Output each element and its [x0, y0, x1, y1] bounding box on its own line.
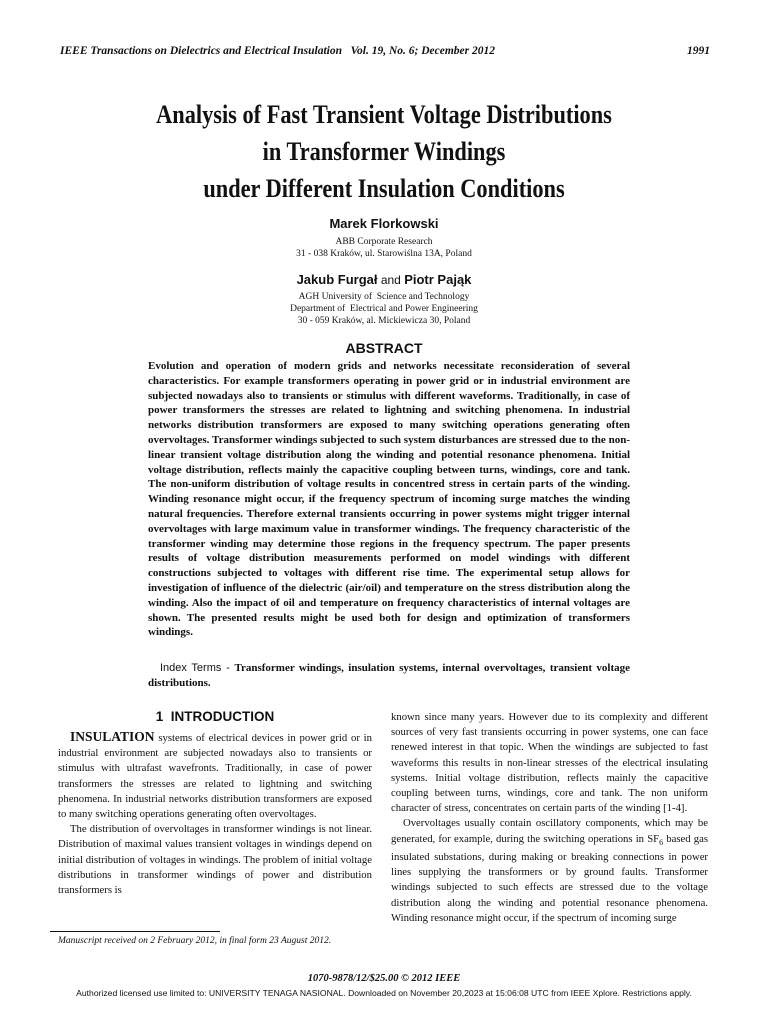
left-column: [58, 709, 372, 898]
body-paragraph: known since many years. However due to its complexity and different sources of very fast transients occurring in power systems, one can face renewed interest in that topic. When the windings are subjected to fast waveforms this results in non-linear stresses of the electrical insulating systems. Initial voltage distribution, reflects mainly the capacitive coupling between turns, windings, core and tank. The non uniform character of stress, concentrates on certain parts of the winding [1-4].: [391, 711, 708, 815]
paper-title: [54, 96, 714, 207]
affiliation-line: AGH University of Science and Technology: [298, 292, 470, 302]
affiliation-line: ABB Corporate Research: [335, 237, 433, 247]
footnote-divider: [50, 931, 220, 932]
affiliation-line: 30 - 059 Kraków, al. Mickiewicza 30, Poland: [297, 316, 471, 326]
affiliation-line: Department of Electrical and Power Engineering: [290, 304, 478, 314]
footnote: Manuscript received on 2 February 2012, in final form 23 August 2012.: [58, 936, 332, 946]
journal-citation: IEEE Transactions on Dielectrics and Electrical Insulation Vol. 19, No. 6; December 2012: [60, 45, 495, 57]
running-header: [60, 45, 710, 57]
author-conjunction: and: [377, 273, 405, 287]
author-name: Jakub Furgał: [296, 272, 378, 287]
body-paragraph: The distribution of overvoltages in transformer windings is not linear. Distribution of maximal values transient voltages in windings depend on initial distribution of voltages in windings. The problem of initial voltage distributions in transformer windings of power and distribution transformers is: [58, 823, 372, 897]
title-line: in Transformer Windings: [262, 137, 506, 166]
body-paragraph: [391, 816, 708, 926]
author-name: Piotr Pająk: [404, 272, 472, 287]
index-terms-label: Index Terms -: [160, 662, 235, 674]
abstract-heading: ABSTRACT: [345, 340, 423, 356]
author-block-2: [0, 271, 768, 327]
license-notice: Authorized licensed use limited to: UNIVERSITY TENAGA NASIONAL. Downloaded on November 20,2023 at 15:06:08 UTC from IEEE Xplore. Restrictions apply.: [76, 988, 692, 998]
affiliation-line: 31 - 038 Kraków, ul. Starowiślna 13A, Poland: [296, 249, 472, 259]
paragraph-text: Overvoltages usually contain oscillatory components, which may be generated, for example, during the switching operations in SF: [391, 817, 708, 845]
right-column: [391, 710, 708, 926]
affiliation: [0, 291, 768, 327]
section-heading: 1 INTRODUCTION: [155, 709, 275, 724]
paragraph-text: systems of electrical devices in power grid or in industrial environment are subjected nowadays also to transients or stimulus with ultrafast wavefronts. Traditionally, in case of power transformers the stresses are related to lightning and switching phenomena. In industrial networks distribution transformers are exposed to many switching operations generating often overvoltages.: [58, 732, 372, 821]
author-block-1: [0, 216, 768, 260]
copyright-line: 1070-9878/12/$25.00 © 2012 IEEE: [307, 973, 461, 984]
page-number: 1991: [687, 45, 710, 57]
author-name: Marek Florkowski: [329, 216, 439, 231]
abstract-text: Evolution and operation of modern grids and networks necessitate reconsideration of several characteristics. For example transformers operating in power grid or in industrial environment are subjected nowadays also to transients or stimulus with different waveforms. Traditionally, in case of power transformers the stresses are related to lightning and switching phenomena. In industrial networks distribution transformers are exposed to many switching operations generating often overvoltages. Transformer windings subjected to such system disturbances are stressed due to the non-linear transient voltage distribution along the winding and potential resonance phenomena. Initial voltage distribution, reflects mainly the capacitive coupling between turns, windings, core and tank. The non-uniform distribution of voltage results in concentred stress in certain parts of the winding. Winding resonance might occur, if the frequency spectrum of incoming surge matches the winding natural frequencies. Therefore external transients occurring in power systems might trigger internal overvoltages with large maximum value in transformer windings. The frequency characteristic of the transformer winding may determine those regions in the frequency spectrum. The paper presents results of voltage distribution measurements performed on model windings with different constructions subjected to voltages with different rise time. The experimental setup allows for investigation of influence of the dielectric (air/oil) and temperature on the stress distribution along the winding. Also the impact of oil and temperature on frequency characteristics of internal voltages are shown. The presented results might be used both for design and optimization of transformers windings.: [148, 360, 630, 639]
paragraph-text: based gas insulated substations, during making or breaking connections in power lines supplying the transformers or by ground faults. Transformer windings subjected to such effects are stressed due to the voltage distribution along the winding and potential resonance phenomena. Winding resonance might occur, if the spectrum of incoming surge: [391, 832, 708, 924]
subscript: 6: [659, 837, 664, 847]
dropcap-word: INSULATION: [70, 729, 155, 744]
body-paragraph: [58, 729, 372, 822]
affiliation: [0, 236, 768, 260]
title-line: Analysis of Fast Transient Voltage Distributions: [156, 100, 612, 129]
title-line: under Different Insulation Conditions: [203, 174, 565, 203]
index-terms: [148, 661, 630, 691]
index-terms-text: Transformer windings, insulation systems, internal overvoltages, transient voltage distributions.: [148, 662, 630, 689]
